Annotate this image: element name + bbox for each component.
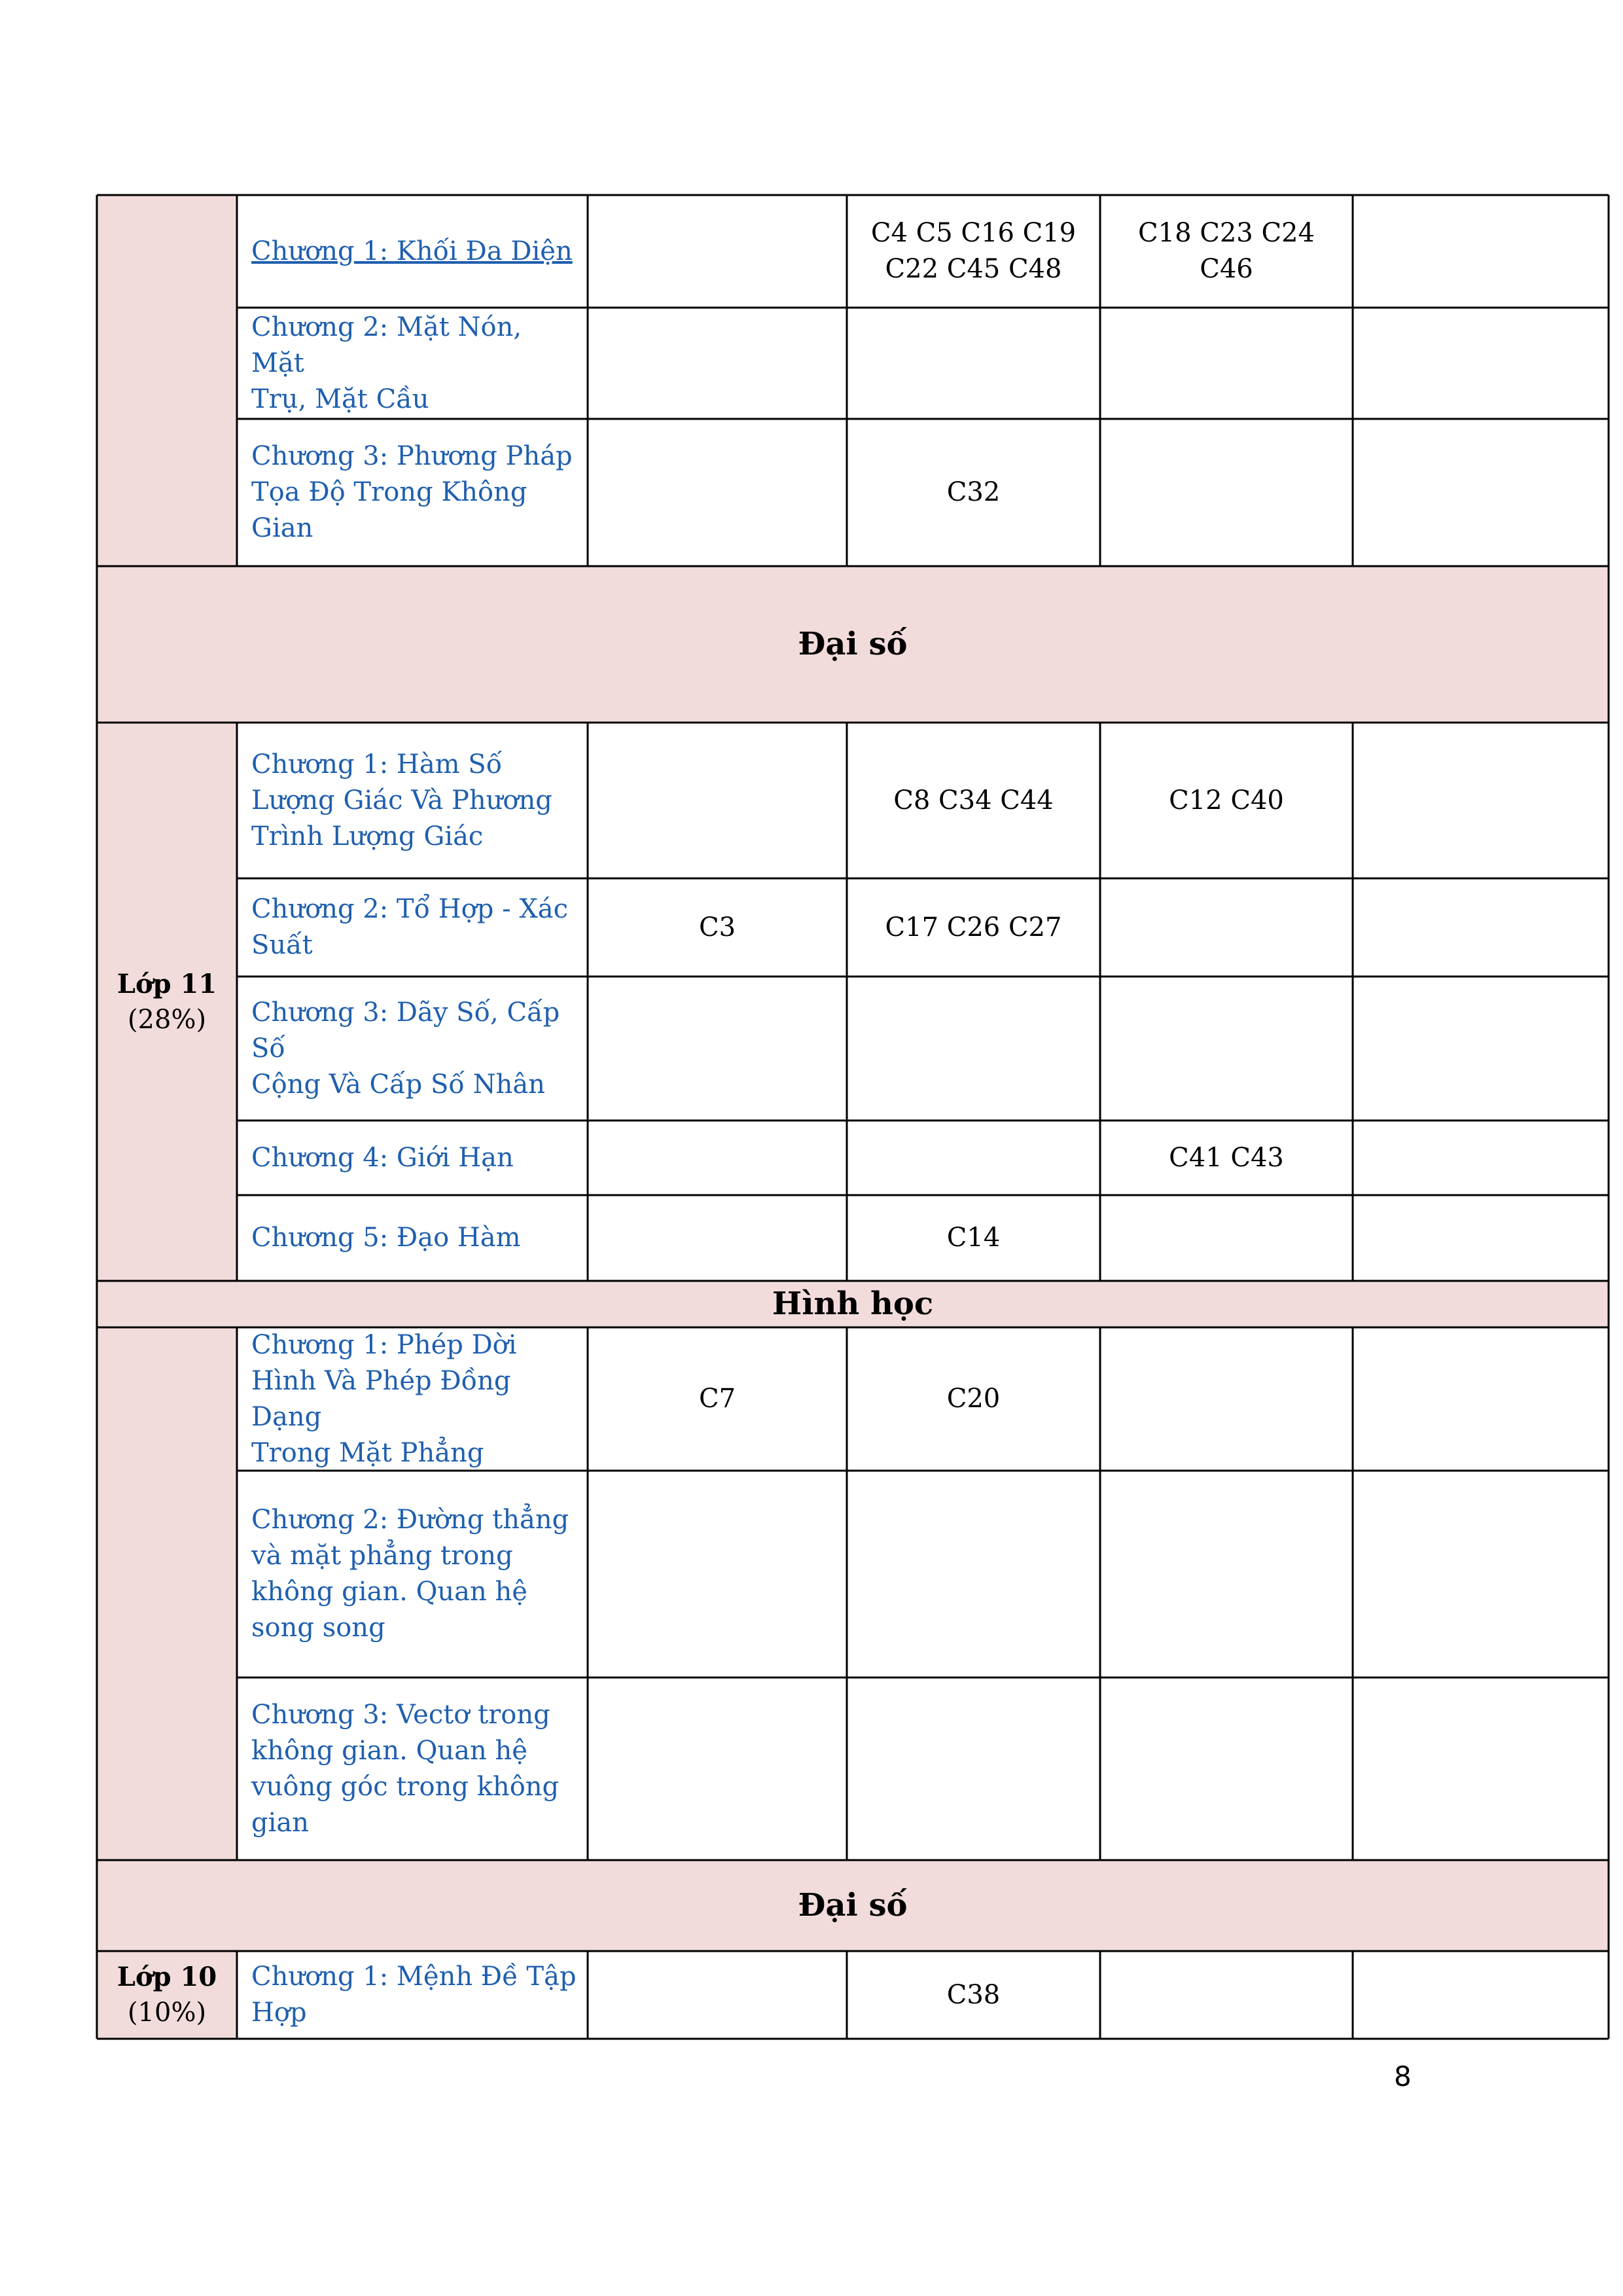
chapter-cell [237, 1951, 588, 2039]
level-cell-1: C3 [698, 912, 736, 942]
grade-percent: (10%) [127, 1998, 207, 2028]
level-cell-2 [847, 1121, 1100, 1195]
level-cell-4 [1353, 878, 1609, 977]
chapter-title-line: song song [251, 1613, 385, 1643]
section-header: Đại số [798, 626, 908, 662]
chapter-title [251, 995, 579, 1103]
chapter-cell [237, 1677, 588, 1860]
chapter-title [251, 747, 552, 855]
level-cell-3 [1100, 1951, 1353, 2039]
level-cell-3 [1100, 878, 1353, 977]
level-cell-4 [1353, 195, 1609, 308]
chapter-title-line: Chương 3: Phương Pháp [251, 441, 573, 471]
chapter-title [251, 439, 573, 547]
chapter-title-line: Lượng Giác Và Phương [251, 785, 552, 816]
grade-column-fill [97, 1327, 237, 1860]
grade-name: Lớp 11 [116, 968, 217, 999]
level-cell-3: C41 C43 [1169, 1142, 1284, 1173]
chapter-title-line: và mặt phẳng trong [251, 1541, 513, 1571]
chapter-title-line: Chương 1: Khối Đa Diện [251, 236, 573, 266]
chapter-title-line: Chương 3: Vectơ trong [251, 1699, 550, 1730]
level-cell-2: C4 C5 C16 C19 C22 C45 C48 [870, 218, 1077, 284]
chapter-title-line: Cộng Và Cấp Số Nhân [251, 1069, 545, 1100]
level-cell-2: C38 [946, 1979, 1001, 2010]
chapter-cell [237, 1195, 588, 1281]
chapter-title-line: Chương 1: Hàm Số [251, 749, 503, 780]
level-cell-3 [1100, 419, 1353, 566]
grade-column-fill [97, 195, 237, 566]
chapter-title [251, 1697, 559, 1841]
level-cell-1: C7 [698, 1384, 736, 1414]
level-cell-2 [847, 308, 1100, 419]
level-cell-1 [588, 1471, 847, 1677]
level-cell-2: C14 [946, 1223, 1001, 1253]
chapter-cell [237, 308, 588, 419]
chapter-cell [237, 1121, 588, 1195]
level-cell-4 [1353, 308, 1609, 419]
level-cell-2 [847, 1471, 1100, 1677]
chapter-title [251, 1959, 577, 2031]
level-cell-3 [1100, 1195, 1353, 1281]
chapter-title [251, 1220, 521, 1256]
chapter-title-line: Gian [251, 513, 313, 543]
level-cell-3 [1100, 308, 1353, 419]
chapter-title-line: Chương 2: Mặt Nón, Mặt [251, 312, 522, 378]
chapter-title-line: vuông góc trong không [251, 1771, 560, 1802]
chapter-title-line: Suất [251, 930, 313, 960]
chapter-cell [237, 1471, 588, 1677]
level-cell-4 [1353, 1121, 1609, 1195]
chapter-title [251, 310, 579, 418]
level-cell-4 [1353, 419, 1609, 566]
chapter-title-line: Trình Lượng Giác [251, 821, 484, 852]
chapter-title-line: Chương 1: Mệnh Đề Tập [251, 1962, 577, 1992]
chapter-title-line: Chương 5: Đạo Hàm [251, 1223, 521, 1253]
level-cell-4 [1353, 1471, 1609, 1677]
level-cell-1 [588, 1951, 847, 2039]
grade-name: Lớp 10 [116, 1962, 217, 1992]
chapter-cell [237, 195, 588, 308]
level-cell-4 [1353, 723, 1609, 878]
grade-label [97, 723, 237, 1281]
level-cell-3: C18 C23 C24 C46 [1138, 218, 1315, 284]
chapter-title-line: Hình Và Phép Đồng Dạng [251, 1365, 511, 1432]
level-cell-4 [1353, 977, 1609, 1121]
level-cell-4 [1353, 1327, 1609, 1471]
chapter-title-line: không gian. Quan hệ [251, 1735, 527, 1766]
level-cell-2: C17 C26 C27 [885, 912, 1062, 942]
chapter-title [251, 1327, 579, 1471]
chapter-title-line: Chương 2: Đường thẳng [251, 1505, 569, 1535]
level-cell-1 [588, 1195, 847, 1281]
chapter-title-line: Hợp [251, 1998, 307, 2028]
chapter-title-line: Tọa Độ Trong Không [251, 477, 527, 507]
chapter-title[interactable] [251, 234, 573, 270]
level-cell-1 [588, 1677, 847, 1860]
level-cell-4 [1353, 1195, 1609, 1281]
chapter-title-line: Trong Mặt Phẳng [251, 1437, 484, 1468]
level-cell-1 [588, 977, 847, 1121]
level-cell-1 [588, 308, 847, 419]
level-cell-4 [1353, 1677, 1609, 1860]
level-cell-4 [1353, 1951, 1609, 2039]
chapter-cell [237, 419, 588, 566]
chapter-title-line: Chương 2: Tổ Hợp - Xác [251, 894, 569, 924]
chapter-title-line: gian [251, 1807, 310, 1838]
chapter-cell [237, 1327, 588, 1471]
level-cell-2: C8 C34 C44 [893, 785, 1054, 816]
grade-label [97, 1951, 237, 2039]
chapter-title-line: Chương 3: Dãy Số, Cấp Số [251, 997, 560, 1064]
chapter-title-line: Chương 1: Phép Dời [251, 1329, 517, 1360]
chapter-cell [237, 723, 588, 878]
level-cell-2: C32 [946, 477, 1001, 507]
level-cell-3 [1100, 1677, 1353, 1860]
chapter-title-line: Chương 4: Giới Hạn [251, 1142, 514, 1173]
chapter-title [251, 1140, 514, 1176]
level-cell-2: C20 [946, 1384, 1001, 1414]
level-cell-3: C12 C40 [1169, 785, 1284, 816]
section-header: Đại số [798, 1887, 908, 1924]
chapter-title [251, 891, 568, 963]
chapter-cell [237, 878, 588, 977]
page-number: 8 [1394, 2060, 1412, 2092]
chapter-title-line: không gian. Quan hệ [251, 1577, 527, 1607]
chapter-title-line: Trụ, Mặt Cầu [251, 384, 429, 414]
level-cell-1 [588, 195, 847, 308]
level-cell-2 [847, 977, 1100, 1121]
chapter-title [251, 1502, 569, 1646]
chapter-cell [237, 977, 588, 1121]
level-cell-3 [1100, 977, 1353, 1121]
section-header: Hình học [772, 1285, 934, 1322]
level-cell-3 [1100, 1471, 1353, 1677]
level-cell-1 [588, 1121, 847, 1195]
level-cell-2 [847, 1677, 1100, 1860]
level-cell-1 [588, 723, 847, 878]
grade-percent: (28%) [127, 1004, 207, 1035]
level-cell-3 [1100, 1327, 1353, 1471]
level-cell-1 [588, 419, 847, 566]
